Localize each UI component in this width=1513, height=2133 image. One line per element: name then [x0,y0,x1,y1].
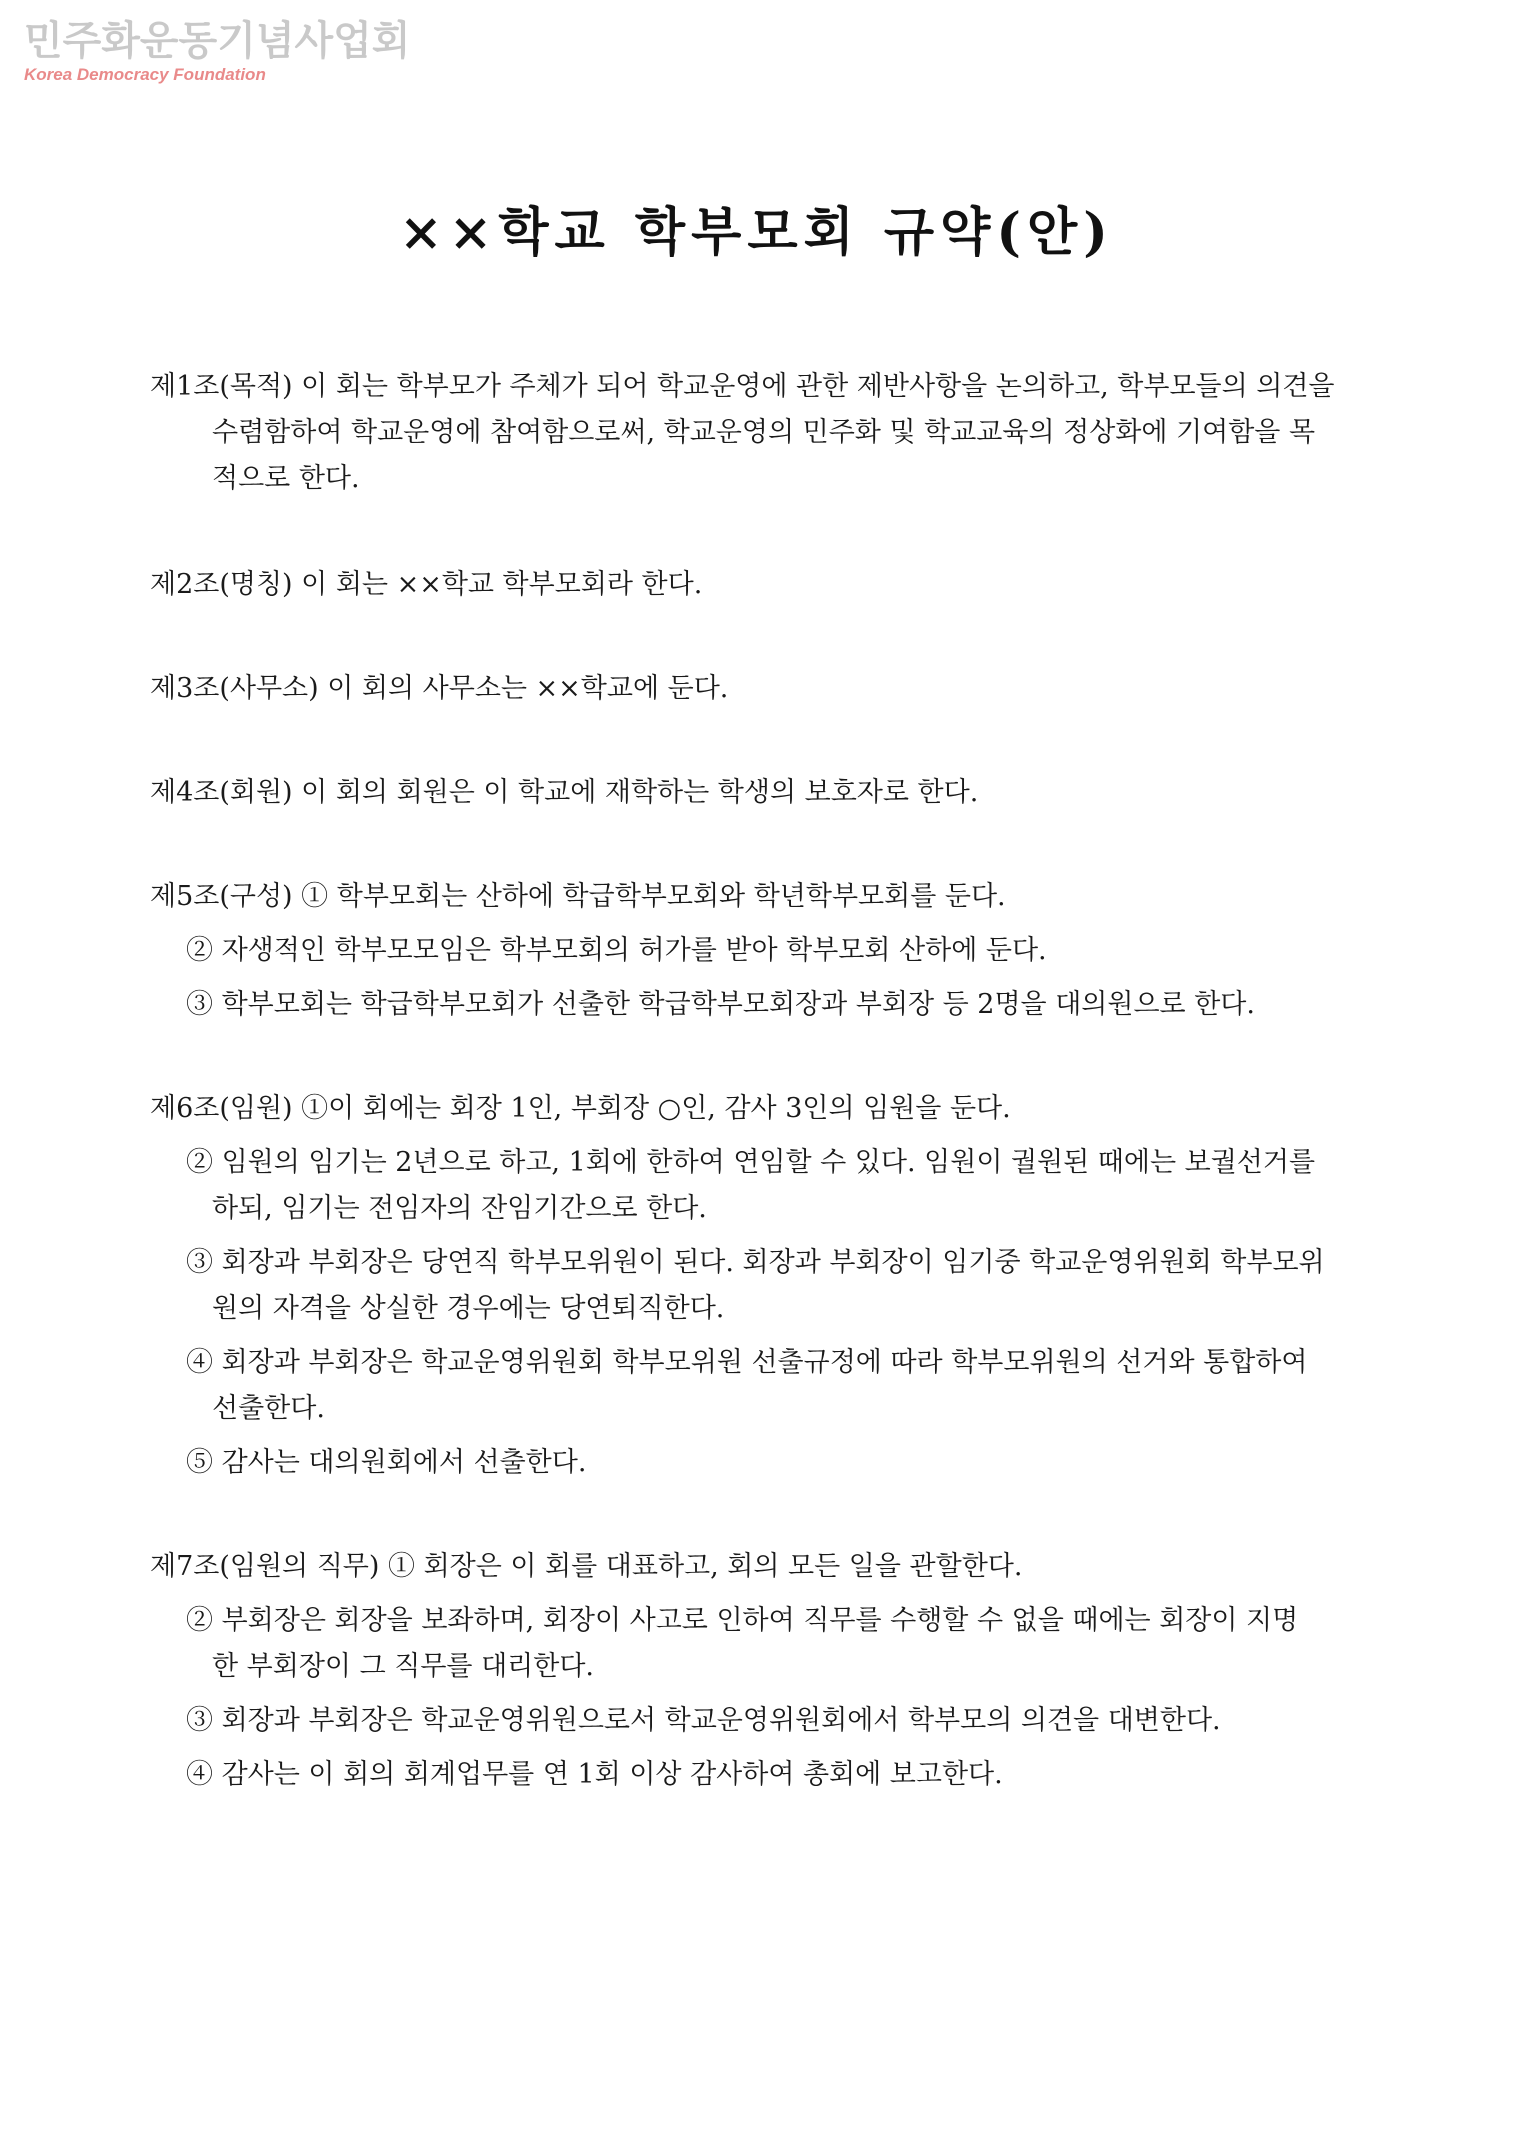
article-line: 제5조(구성) ① 학부모회는 산하에 학급학부모회와 학년학부모회를 둔다. [150,881,1006,912]
article-line: 제2조(명칭) 이 회는 ××학교 학부모회라 한다. [150,569,703,600]
article-line: 수렴함하여 학교운영에 참여함으로써, 학교운영의 민주화 및 학교교육의 정상화에 기여함을 목 [212,417,1316,448]
article-item: ③ 회장과 부회장은 학교운영위원으로서 학교운영위원회에서 학부모의 의견을 대변한다. [186,1705,1221,1736]
article-1 [150,364,1380,502]
article-line: 제4조(회원) 이 회의 회원은 이 학교에 재학하는 학생의 보호자로 한다. [150,777,979,808]
article-item: ② 자생적인 학부모모임은 학부모회의 허가를 받아 학부모회 산하에 둔다. [186,935,1047,966]
watermark-korean: 민주화운동기념사업회 [24,18,411,64]
article-6 [150,1086,1380,1486]
article-item-continued: 선출한다. [212,1393,325,1424]
article-2 [150,562,1380,608]
article-line: 제3조(사무소) 이 회의 사무소는 ××학교에 둔다. [150,673,729,704]
article-item: ② 부회장은 회장을 보좌하며, 회장이 사고로 인하여 직무를 수행할 수 없을 때에는 회장이 지명 [186,1605,1299,1636]
article-7 [150,1544,1380,1798]
document-body [150,364,1380,1798]
article-line: 제6조(임원) ①이 회에는 회장 1인, 부회장 ○인, 감사 3인의 임원을 둔다. [150,1093,1011,1124]
article-5 [150,874,1380,1028]
article-item-continued: 하되, 임기는 전임자의 잔임기간으로 한다. [212,1193,707,1224]
document-title: ××학교 학부모회 규약(안) [399,202,1114,263]
article-item: ⑤ 감사는 대의원회에서 선출한다. [186,1447,587,1478]
article-item-continued: 한 부회장이 그 직무를 대리한다. [212,1651,594,1682]
article-line: 제7조(임원의 직무) ① 회장은 이 회를 대표하고, 회의 모든 일을 관할한다. [150,1551,1023,1582]
article-item: ③ 회장과 부회장은 당연직 학부모위원이 된다. 회장과 부회장이 임기중 학교운영위원회 학부모위 [186,1247,1325,1278]
watermark-logo [24,18,411,86]
article-item: ④ 감사는 이 회의 회계업무를 연 1회 이상 감사하여 총회에 보고한다. [186,1759,1003,1790]
watermark-english: Korea Democracy Foundation [24,65,266,84]
article-line: 적으로 한다. [212,463,360,494]
article-4 [150,770,1380,816]
article-item: ④ 회장과 부회장은 학교운영위원회 학부모위원 선출규정에 따라 학부모위원의 선거와 통합하여 [186,1347,1308,1378]
article-item-continued: 원의 자격을 상실한 경우에는 당연퇴직한다. [212,1293,725,1324]
article-item: ② 임원의 임기는 2년으로 하고, 1회에 한하여 연임할 수 있다. 임원이 궐원된 때에는 보궐선거를 [186,1147,1316,1178]
article-line: 제1조(목적) 이 회는 학부모가 주체가 되어 학교운영에 관한 제반사항을 논의하고, 학부모들의 의견을 [150,371,1335,402]
article-item: ③ 학부모회는 학급학부모회가 선출한 학급학부모회장과 부회장 등 2명을 대의원으로 한다. [186,989,1255,1020]
article-3 [150,666,1380,712]
